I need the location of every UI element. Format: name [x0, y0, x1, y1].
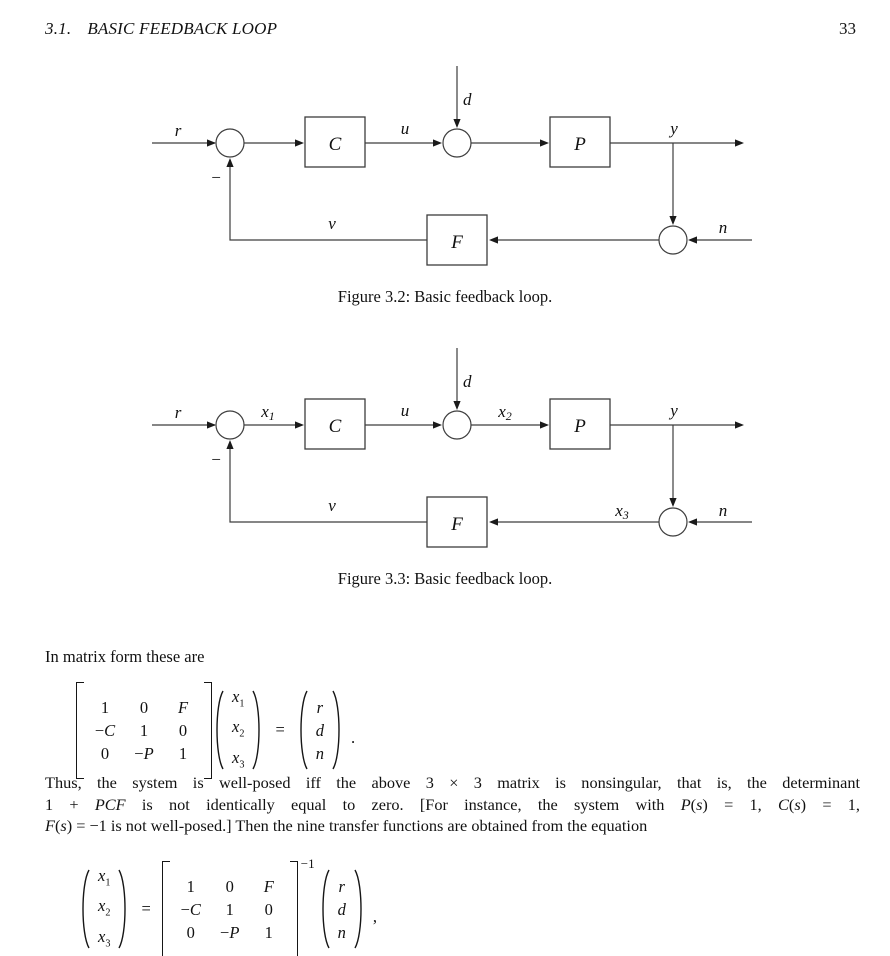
- matrix-cell: F: [177, 697, 189, 717]
- summing-junction-noise: [659, 226, 687, 254]
- signal-v: v: [328, 214, 336, 233]
- left-paren: [78, 867, 91, 951]
- right-paren: [331, 688, 344, 772]
- right-paren: [117, 867, 130, 951]
- section-title: BASIC FEEDBACK LOOP: [87, 19, 278, 38]
- body-paragraph: [45, 772, 860, 837]
- matrix-cell: −C: [180, 899, 201, 919]
- matrix-cell: 0: [178, 720, 188, 740]
- vector-cell: r: [338, 876, 345, 896]
- intro-sentence: In matrix form these are: [45, 647, 205, 666]
- vector-cell: r: [316, 697, 324, 717]
- matrix-cell: 0: [264, 899, 273, 919]
- section-number: 3.1.: [45, 19, 72, 38]
- minus-sign: −: [210, 168, 222, 187]
- minus-sign: −: [210, 450, 222, 469]
- summing-junction-error: [216, 129, 244, 157]
- right-square-bracket: [290, 861, 298, 956]
- vector-cell: n: [315, 743, 324, 763]
- figure-3-2-diagram: [140, 60, 760, 270]
- coefficient-matrix: [170, 871, 290, 948]
- left-paren: [212, 688, 225, 772]
- equation-comma: ,: [372, 907, 377, 927]
- filter-label: F: [451, 232, 463, 253]
- left-square-bracket: [162, 861, 170, 956]
- vector-cell: d: [337, 899, 346, 919]
- matrix-cell: 1: [264, 922, 273, 942]
- matrix-cell: 0: [186, 922, 195, 942]
- controller-label: C: [328, 134, 342, 155]
- summing-junction-disturbance: [443, 129, 471, 157]
- vector-cell: $x_3$: [232, 747, 245, 770]
- vector-cell: $x_2$: [98, 896, 111, 919]
- left-paren: [296, 688, 309, 772]
- signal-d: d: [463, 90, 472, 109]
- paragraph-line: F(s) = −1 is not well-posed.] Then the nine transfer functions are obtained from the equation: [45, 816, 648, 835]
- signal-y: y: [670, 401, 678, 420]
- equation-period: .: [351, 728, 356, 748]
- plant-label: P: [574, 134, 586, 155]
- vector-cell: $x_1$: [232, 687, 245, 710]
- state-vector: [91, 860, 117, 956]
- signal-d: d: [463, 372, 472, 391]
- matrix-cell: 1: [100, 697, 110, 717]
- signal-v: v: [328, 496, 336, 515]
- matrix-cell: F: [263, 876, 274, 896]
- plant-label: P: [574, 416, 586, 437]
- matrix-cell: −P: [134, 743, 154, 763]
- paragraph-line: 1 + PCF is not identically equal to zero. [For instance, the system with P(s) = 1, C(s) = 1,: [45, 794, 860, 814]
- summing-junction-disturbance: [443, 411, 471, 439]
- matrix-equation-1: [76, 681, 355, 780]
- matrix-cell: 0: [139, 697, 149, 717]
- page-header: [45, 19, 277, 39]
- state-vector: [225, 681, 251, 780]
- signal-y: y: [670, 119, 678, 138]
- right-paren: [353, 867, 366, 951]
- equals-sign: =: [275, 720, 285, 740]
- right-square-bracket: [204, 682, 212, 779]
- signal-u: u: [400, 401, 410, 420]
- filter-label: F: [451, 514, 463, 535]
- figure-3-2-caption: Figure 3.2: Basic feedback loop.: [337, 287, 553, 306]
- figure-3-3-diagram: [140, 342, 760, 552]
- signal-x3: x3: [615, 501, 629, 522]
- controller-label: C: [328, 416, 342, 437]
- signal-r: r: [174, 403, 182, 422]
- signal-u: u: [400, 119, 410, 138]
- vector-cell: d: [315, 720, 324, 740]
- matrix-cell: −C: [94, 720, 116, 740]
- signal-r: r: [174, 121, 182, 140]
- equals-sign: =: [141, 899, 151, 919]
- vector-cell: $x_1$: [98, 866, 111, 889]
- vector-cell: $x_3$: [98, 926, 111, 949]
- matrix-cell: −P: [220, 922, 240, 942]
- right-paren: [251, 688, 264, 772]
- matrix-cell: 1: [186, 876, 195, 896]
- vector-cell: n: [337, 922, 346, 942]
- signal-x1: x1: [261, 402, 275, 423]
- matrix-cell: 1: [178, 743, 188, 763]
- figure-3-3-caption: Figure 3.3: Basic feedback loop.: [337, 569, 553, 588]
- vector-cell: $x_2$: [232, 717, 245, 740]
- summing-junction-noise: [659, 508, 687, 536]
- matrix-cell: 1: [225, 899, 234, 919]
- summing-junction-error: [216, 411, 244, 439]
- signal-x2: x2: [498, 402, 512, 423]
- matrix-equation-2: [78, 856, 377, 956]
- signal-n: n: [718, 501, 728, 520]
- paragraph-line: Thus, the system is well-posed iff the above 3 × 3 matrix is nonsingular, that is, the determinant: [45, 773, 860, 792]
- inverse-exponent: −1: [300, 856, 315, 871]
- matrix-cell: 0: [100, 743, 110, 763]
- signal-n: n: [718, 218, 728, 237]
- coefficient-matrix: [84, 692, 204, 769]
- left-square-bracket: [76, 682, 84, 779]
- left-paren: [318, 867, 331, 951]
- input-vector: [309, 692, 331, 769]
- input-vector: [331, 871, 353, 948]
- page-number: 33: [839, 19, 856, 38]
- matrix-cell: 1: [139, 720, 149, 740]
- matrix-cell: 0: [225, 876, 234, 896]
